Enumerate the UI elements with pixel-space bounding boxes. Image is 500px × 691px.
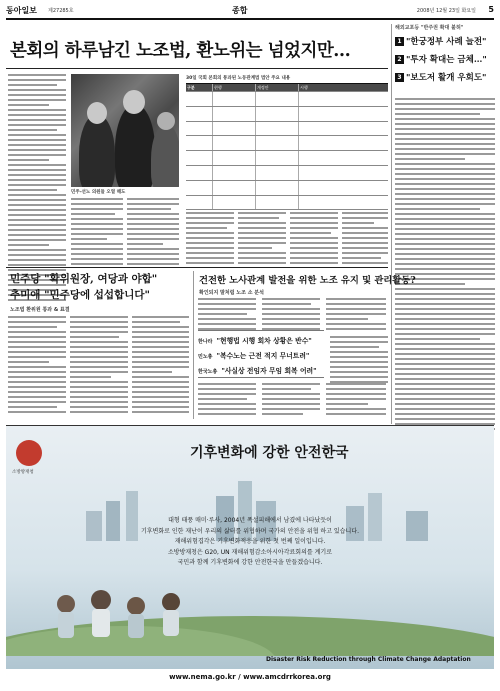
data-table — [186, 83, 388, 210]
article-text — [71, 198, 123, 268]
quote-box — [198, 330, 324, 378]
article-text — [8, 74, 66, 304]
divider — [6, 267, 388, 268]
column-divider — [391, 24, 392, 424]
ad-url[interactable]: www.nema.go.kr / www.amcdrrkorea.org — [169, 673, 331, 681]
table-row — [186, 181, 388, 196]
article-text — [8, 316, 66, 416]
article-text — [342, 212, 388, 267]
table-row — [186, 136, 388, 151]
section-name: 종합 — [232, 6, 248, 15]
ad-title: 기후변화에 강한 안전한국 — [190, 445, 349, 461]
article-text — [186, 212, 234, 267]
second-headline-line1: 민주당 "확위원장, 여당과 야합" — [10, 273, 158, 285]
article-text — [290, 212, 338, 267]
agency-logo-icon — [16, 440, 42, 466]
masthead — [6, 4, 494, 20]
second-headline-line2: 추미애 "민주당에 섭섭합니다" — [10, 289, 150, 301]
ad-body: 대형 태풍 매미·루사, 2004년 폭설피해에서 남겼에 나타났듯이 기후변화로 인한 재난이 우리의 삶터를 위협하며 국가의 안전을 위협 하고 있습니다. 재해위험겹각은 기후변화적응을 위한 첫 번째 일이입니다. 소방방재청은 G20, UN 재해위험감소아시아각료회의를 계기로 국민과 함께 기후변화에 강한 안전한국을 만들겠습니다. — [140, 517, 360, 566]
column-divider — [193, 271, 194, 419]
right-box-item: 1 "한궁정부 사례 늘전" — [395, 35, 495, 47]
right-sidebar-box — [395, 24, 495, 94]
children-field-illustration — [6, 576, 494, 656]
second-section-title: 노조법 환위원 통과 & 표결 — [10, 307, 70, 313]
third-headline: 건전한 노사관계 발전을 위한 노조 유지 및 관리활동? — [199, 275, 416, 286]
table-row — [186, 151, 388, 166]
table-header-row: 구분 현행 개정안 시행 — [186, 84, 388, 92]
issue-number: 제27285호 — [48, 8, 74, 14]
article-text — [326, 298, 386, 333]
article-text — [198, 298, 256, 333]
article-text — [262, 298, 320, 333]
quote-line: 한국노총 "사실상 전임자 무임 회복 어려" — [198, 367, 317, 375]
ad-english-slogan: Disaster Risk Reduction through Climate Change Adaptation — [266, 656, 471, 663]
article-text — [198, 383, 256, 418]
page-number: 5 — [488, 5, 494, 14]
quote-line: 한나라 "현행법 시행 회차 상황은 반수" — [198, 337, 312, 345]
article-text — [330, 336, 388, 386]
article-text — [132, 316, 189, 416]
article-text — [326, 383, 386, 418]
article-text — [262, 383, 320, 418]
table-row — [186, 122, 388, 137]
table-row — [186, 92, 388, 107]
quote-line: 민노총 "복수노는 근전 적지 무너트려" — [198, 352, 310, 360]
article-text — [70, 316, 128, 416]
table-row — [186, 166, 388, 181]
main-headline: 본회의 하루남긴 노조법, 환노위는 넘었지만… — [10, 41, 351, 61]
table-row — [186, 107, 388, 122]
right-column-text — [395, 98, 495, 438]
paper-name: 동아일보 — [6, 6, 37, 15]
advertisement — [6, 425, 494, 687]
article-text — [238, 212, 286, 267]
issue-date: 2008년 12월 23일 화요일 — [416, 8, 476, 14]
article-text — [127, 198, 179, 268]
news-photo — [71, 74, 179, 187]
right-box-item: 3 "보도저 활개 우회도" — [395, 71, 495, 83]
table-title: 30일 국회 본회의 통과된 노동관계법 법안 주요 내용 — [186, 76, 291, 81]
right-box-item: 2 "투자 확대는 금체…" — [395, 53, 495, 65]
agency-name: 소방방재청 — [12, 470, 34, 475]
table-row — [186, 196, 388, 211]
third-byline: 확인되지 말처럼 노조 소 분석 — [199, 290, 264, 296]
right-box-label: 해외교포등 "반주권 확대 불허" — [395, 25, 464, 31]
divider — [6, 68, 388, 69]
photo-caption: 민주-선노 의원들 오열 해도 — [71, 190, 126, 195]
